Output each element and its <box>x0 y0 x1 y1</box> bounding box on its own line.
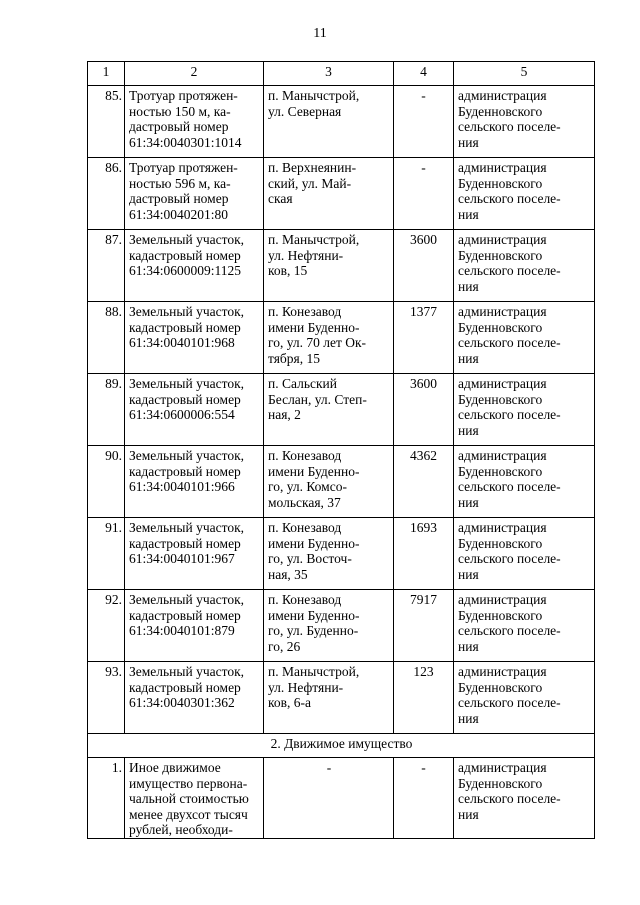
cell-address: п. Сальский Беслан, ул. Степ- ная, 2 <box>264 374 394 446</box>
cell-holder: администрация Буденновского сельского поселе- ния <box>454 446 595 518</box>
cell-holder: администрация Буденновского сельского поселе- ния <box>454 158 595 230</box>
cell-holder: администрация Буденновского сельского поселе- ния <box>454 518 595 590</box>
table-row <box>88 374 595 446</box>
cell-number: 85. <box>88 86 125 158</box>
cell-holder: администрация Буденновского сельского поселе- ния <box>454 662 595 734</box>
cell-area: 123 <box>394 662 454 734</box>
cell-name: Земельный участок, кадастровый номер 61:34:0040101:968 <box>125 302 264 374</box>
cell-name: Земельный участок, кадастровый номер 61:34:0040101:966 <box>125 446 264 518</box>
cell-area: - <box>394 86 454 158</box>
cell-name: Иное движимое имущество первона- чальной стоимостью менее двухсот тысяч рублей, необходи- <box>125 758 264 839</box>
header-cell-number: 1 <box>88 62 125 86</box>
cell-address: п. Конезавод имени Буденно- го, ул. Восточ- ная, 35 <box>264 518 394 590</box>
cell-name: Земельный участок, кадастровый номер 61:34:0040101:967 <box>125 518 264 590</box>
cell-number: 92. <box>88 590 125 662</box>
cell-number: 93. <box>88 662 125 734</box>
cell-holder: администрация Буденновского сельского поселе- ния <box>454 758 595 839</box>
table-header-row <box>88 62 595 86</box>
table-row <box>88 302 595 374</box>
section-row <box>88 734 595 758</box>
table-row <box>88 86 595 158</box>
cell-address: п. Манычстрой, ул. Нефтяни- ков, 6-а <box>264 662 394 734</box>
cell-holder: администрация Буденновского сельского поселе- ния <box>454 86 595 158</box>
cell-number: 1. <box>88 758 125 839</box>
cell-address: п. Конезавод имени Буденно- го, ул. Комсо- мольская, 37 <box>264 446 394 518</box>
table-row <box>88 518 595 590</box>
cell-number: 88. <box>88 302 125 374</box>
cell-name: Земельный участок, кадастровый номер 61:34:0040301:362 <box>125 662 264 734</box>
header-cell-address: 3 <box>264 62 394 86</box>
cell-address: п. Манычстрой, ул. Северная <box>264 86 394 158</box>
cell-number: 87. <box>88 230 125 302</box>
cell-name: Земельный участок, кадастровый номер 61:34:0040101:879 <box>125 590 264 662</box>
cell-number: 86. <box>88 158 125 230</box>
cell-number: 89. <box>88 374 125 446</box>
cell-address: п. Верхнеянин- ский, ул. Май- ская <box>264 158 394 230</box>
header-cell-area: 4 <box>394 62 454 86</box>
cell-area: 3600 <box>394 374 454 446</box>
cell-address: п. Конезавод имени Буденно- го, ул. Буденно- го, 26 <box>264 590 394 662</box>
cell-number: 91. <box>88 518 125 590</box>
cell-name: Земельный участок, кадастровый номер 61:34:0600006:554 <box>125 374 264 446</box>
property-registry-table <box>87 61 595 839</box>
cell-holder: администрация Буденновского сельского поселе- ния <box>454 590 595 662</box>
cell-name: Земельный участок, кадастровый номер 61:34:0600009:1125 <box>125 230 264 302</box>
cell-address: - <box>264 758 394 839</box>
cell-area: - <box>394 158 454 230</box>
cell-address: п. Манычстрой, ул. Нефтяни- ков, 15 <box>264 230 394 302</box>
cell-holder: администрация Буденновского сельского поселе- ния <box>454 302 595 374</box>
table-row <box>88 230 595 302</box>
header-cell-holder: 5 <box>454 62 595 86</box>
cell-name: Тротуар протяжен- ностью 150 м, ка- дастровый номер 61:34:0040301:1014 <box>125 86 264 158</box>
page-number: 11 <box>313 26 327 41</box>
cell-holder: администрация Буденновского сельского поселе- ния <box>454 230 595 302</box>
table-row <box>88 158 595 230</box>
cell-holder: администрация Буденновского сельского поселе- ния <box>454 374 595 446</box>
cell-name: Тротуар протяжен- ностью 596 м, ка- дастровый номер 61:34:0040201:80 <box>125 158 264 230</box>
cell-address: п. Конезавод имени Буденно- го, ул. 70 лет Ок- тября, 15 <box>264 302 394 374</box>
cell-number: 90. <box>88 446 125 518</box>
table-row <box>88 446 595 518</box>
table-row <box>88 758 595 839</box>
cell-area: 3600 <box>394 230 454 302</box>
cell-area: 7917 <box>394 590 454 662</box>
header-cell-name: 2 <box>125 62 264 86</box>
cell-area: 1693 <box>394 518 454 590</box>
table-row <box>88 590 595 662</box>
cell-area: 4362 <box>394 446 454 518</box>
cell-area: 1377 <box>394 302 454 374</box>
table-row <box>88 662 595 734</box>
cell-area: - <box>394 758 454 839</box>
section-title: 2. Движимое имущество <box>88 734 595 758</box>
